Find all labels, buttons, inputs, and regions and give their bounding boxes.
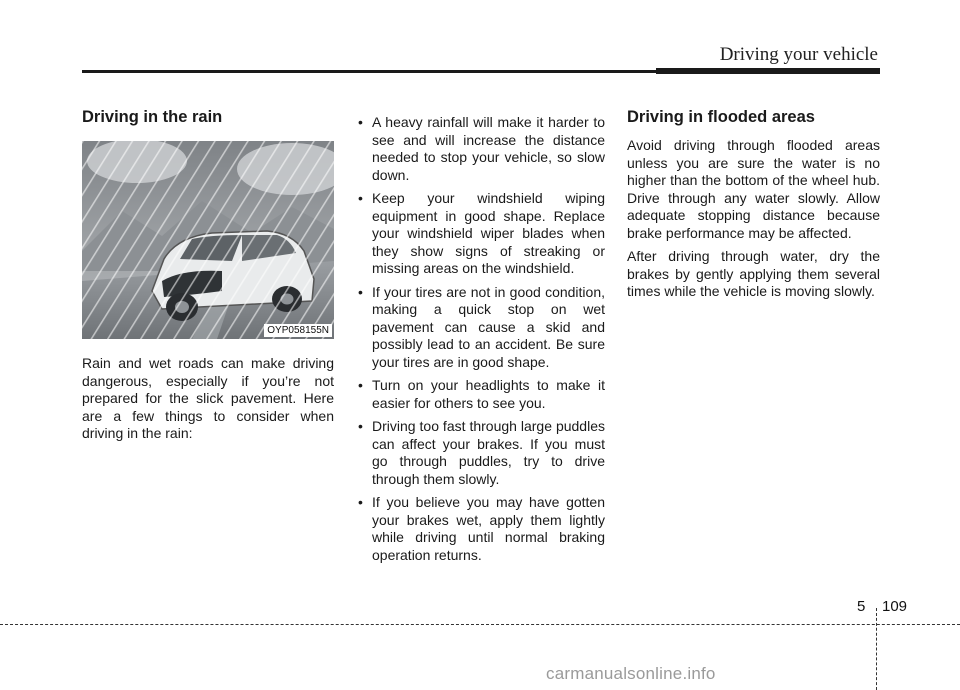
flooded-paragraph-2: After driving through water, dry the brakes by gently applying them several times while the vehicle is moving slowly.: [627, 248, 880, 299]
footer-vertical-divider: [876, 608, 877, 690]
figure-code: OYP058155N: [264, 324, 332, 337]
rain-tips-list: [355, 114, 605, 564]
list-item: • A heavy rainfall will make it harder to see and will increase the distance needed to stop your vehicle, so slow down.: [355, 114, 605, 184]
list-item: • If you believe you may have gotten your brakes wet, apply them lightly while driving until normal braking operation returns.: [355, 494, 605, 564]
list-item: • Turn on your headlights to make it easier for others to see you.: [355, 377, 605, 412]
watermark: carmanualsonline.info: [546, 664, 716, 683]
chapter-number: 5: [857, 598, 866, 615]
footer-divider: [0, 624, 960, 625]
header-rule-accent: [656, 68, 880, 74]
left-column: [82, 108, 334, 449]
section-heading-rain: Driving in the rain: [82, 108, 223, 126]
right-column: [627, 108, 880, 307]
page-number: 109: [882, 598, 908, 615]
rain-car-illustration: [82, 141, 334, 339]
middle-column: [355, 114, 605, 570]
list-item: • Driving too fast through large puddles can affect your brakes. If you must go through puddles, try to drive through them slowly.: [355, 418, 605, 488]
running-header: Driving your vehicle: [719, 44, 878, 65]
rain-scene-image: [82, 141, 334, 339]
flooded-paragraph-1: Avoid driving through flooded areas unless you are sure the water is no higher than the bottom of the wheel hub. Drive through any water slowly. Allow adequate stopping distance because brake performance may be affected.: [627, 137, 880, 241]
list-item: • If your tires are not in good condition, making a quick stop on wet pavement can cause a skid and possibly lead to an accident. Be sure your tires are in good shape.: [355, 284, 605, 372]
rain-intro-paragraph: Rain and wet roads can make driving dangerous, especially if you’re not prepared for the slick pavement. Here are a few things to consider when driving in the rain:: [82, 355, 334, 441]
section-heading-flooded: Driving in flooded areas: [627, 108, 815, 126]
list-item: • Keep your windshield wiping equipment in good shape. Replace your windshield wiper blades when they show signs of streaking or missing areas on the windshield.: [355, 190, 605, 278]
